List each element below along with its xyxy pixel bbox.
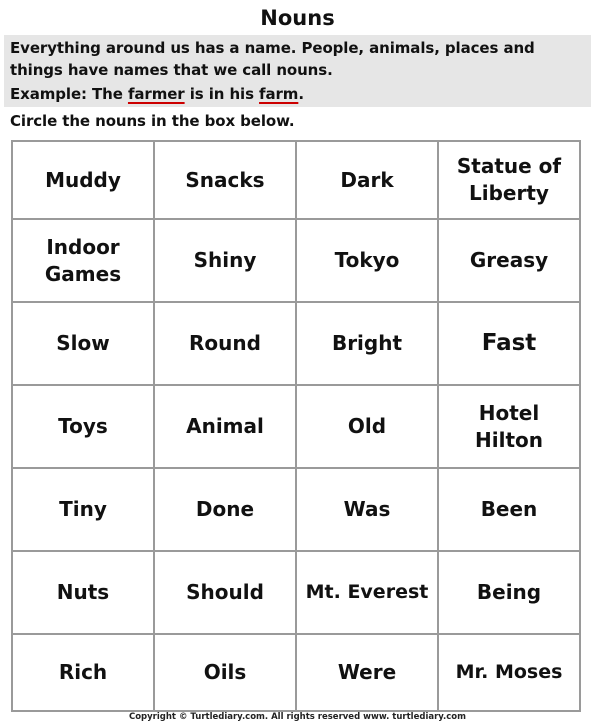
word-cell[interactable]: Hotel Hilton [438, 385, 580, 468]
word-cell[interactable]: Greasy [438, 219, 580, 302]
word-row [12, 219, 580, 302]
word-row [12, 141, 580, 219]
example-prefix: Example: The [10, 85, 128, 103]
word-row [12, 468, 580, 551]
word-cell[interactable]: Tiny [12, 468, 154, 551]
word-row [12, 302, 580, 385]
word-cell[interactable]: Were [296, 634, 438, 711]
word-cell[interactable]: Indoor Games [12, 219, 154, 302]
example-middle: is in his [184, 85, 260, 103]
instruction-text: Circle the nouns in the box below. [10, 112, 295, 130]
word-cell[interactable]: Was [296, 468, 438, 551]
example-noun-farm: farm [259, 85, 299, 103]
word-cell[interactable]: Bright [296, 302, 438, 385]
word-cell[interactable]: Being [438, 551, 580, 634]
example-sentence [10, 83, 304, 105]
copyright-footer: Copyright © Turtlediary.com. All rights reserved www. turtlediary.com [128, 712, 467, 722]
word-cell[interactable]: Should [154, 551, 296, 634]
word-cell[interactable]: Slow [12, 302, 154, 385]
word-grid [11, 140, 581, 712]
intro-text: Everything around us has a name. People, animals, places and things have names that we call nouns. [10, 39, 535, 79]
word-row [12, 385, 580, 468]
word-cell[interactable]: Fast [438, 302, 580, 385]
word-cell[interactable]: Round [154, 302, 296, 385]
word-cell[interactable]: Rich [12, 634, 154, 711]
word-cell[interactable]: Mr. Moses [438, 634, 580, 711]
word-row [12, 634, 580, 711]
word-cell[interactable]: Oils [154, 634, 296, 711]
intro-box [4, 35, 591, 107]
word-row [12, 551, 580, 634]
word-cell[interactable]: Been [438, 468, 580, 551]
word-cell[interactable]: Done [154, 468, 296, 551]
word-cell[interactable]: Statue of Liberty [438, 141, 580, 219]
example-noun-farmer: farmer [127, 85, 185, 103]
word-cell[interactable]: Mt. Everest [296, 551, 438, 634]
word-cell[interactable]: Old [296, 385, 438, 468]
word-cell[interactable]: Dark [296, 141, 438, 219]
example-suffix: . [298, 85, 304, 103]
worksheet-title: Nouns [260, 6, 335, 30]
word-cell[interactable]: Animal [154, 385, 296, 468]
word-cell[interactable]: Nuts [12, 551, 154, 634]
word-cell[interactable]: Tokyo [296, 219, 438, 302]
word-cell[interactable]: Muddy [12, 141, 154, 219]
word-cell[interactable]: Toys [12, 385, 154, 468]
word-cell[interactable]: Shiny [154, 219, 296, 302]
word-cell[interactable]: Snacks [154, 141, 296, 219]
